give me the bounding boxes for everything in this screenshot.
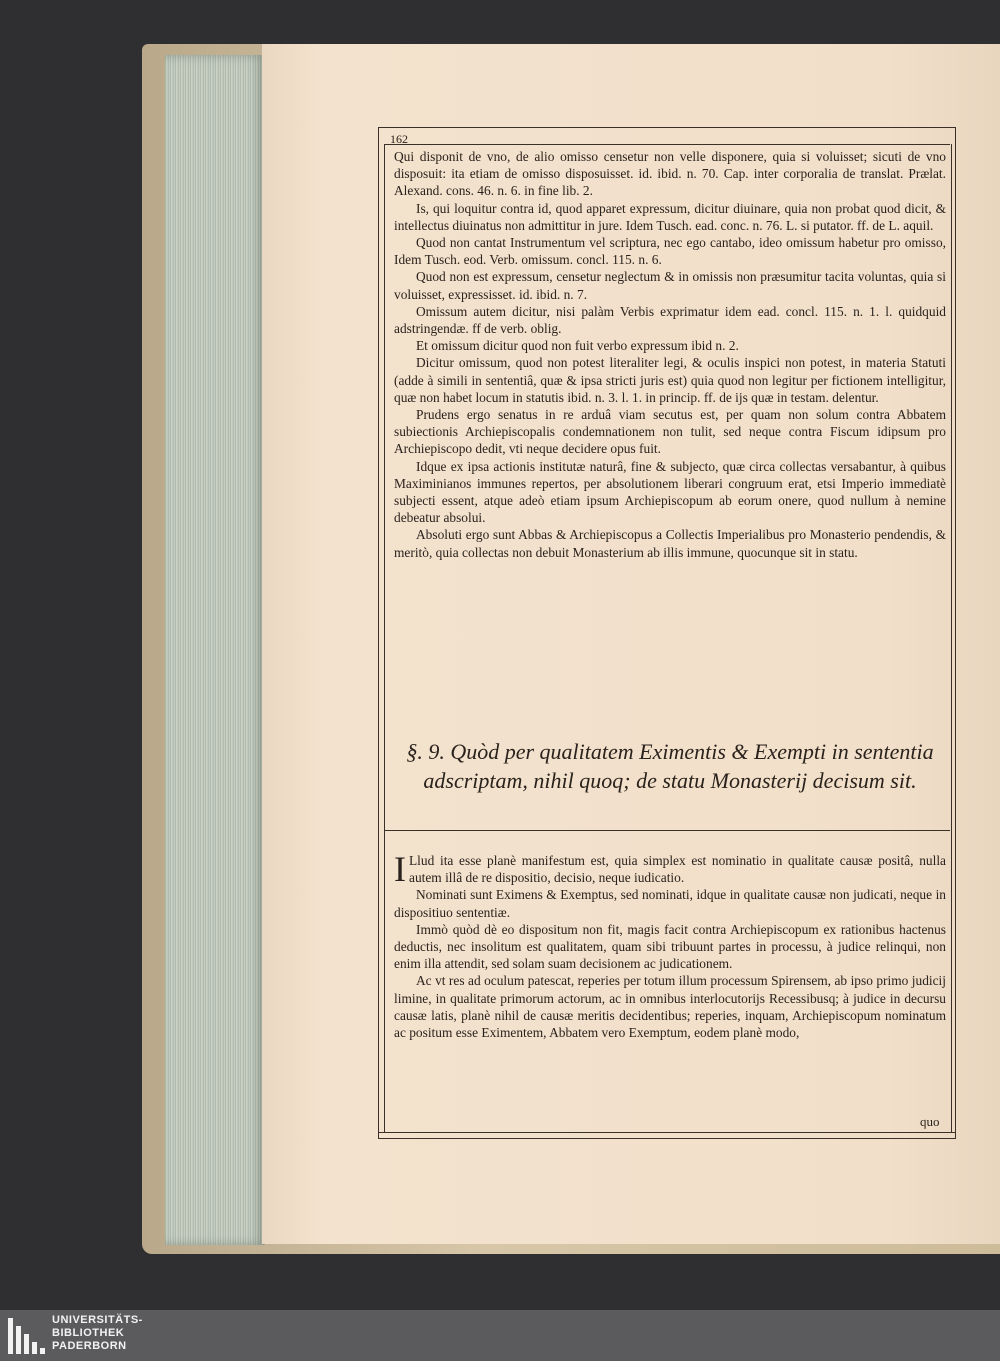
paragraph-text: Llud ita esse planè manifestum est, quia simplex est nominatio in qualitate causæ positâ, nulla autem illâ de re dispositio, decisio, neque iudicatio. [409,853,946,886]
page-edges [165,55,265,1245]
footer-rule [378,1132,956,1133]
paragraph: Nominati sunt Eximens & Exemptus, sed nominati, idque in qualitate causæ non judicati, neque in dispositiuo sententiæ. [394,887,946,920]
body-text-bottom [394,849,946,1041]
paragraph: Dicitur omissum, quod non potest literaliter legi, & oculis inspici non potest, in materia Statuti (adde à simili in sententiâ, quæ & ipsa stricti juris est) quia quod non legitur per fictionem intelligitur, quæ non habet locum in statutis ibid. n. 3. l. 1. in princip. ff. de ijs quæ in testam. delentur. [394,355,946,405]
library-name [52,1314,143,1353]
library-logo-icon [6,1314,46,1358]
paragraph: Ac vt res ad oculum patescat, reperies per totum illum processum Spirensem, ab ipso primo judicij limine, in qualitate primorum actorum, ac in omnibus interlocutorijs Recessibusq; à judice in decursu causæ latis, planè nihil de causæ meritis decidentibus; reperies, inquam, Archiepiscopum nominatum ac positum esse Eximentem, Abbatem vero Exemptum, eodem planè modo, [394,973,946,1041]
paragraph: Quod non cantat Instrumentum vel scriptura, nec ego cantabo, ideo omissum habetur pro omisso, Idem Tusch. eod. Verb. omissum. concl. 115. n. 6. [394,235,946,268]
paragraph: Omissum autem dicitur, nisi palàm Verbis exprimatur idem ead. concl. 115. n. 1. l. quidquid adstringendæ. ff de verb. oblig. [394,303,946,337]
section-heading: §. 9. Quòd per qualitatem Eximentis & Exempti in sententia adscriptam, nihil quoq; de statu Monasterij decisum sit. [406,739,934,793]
paragraph: Absoluti ergo sunt Abbas & Archiepiscopus a Collectis Imperialibus pro Monasterio pendendis, & meritò, quia collectas non debuit Monasterium ab illis immune, quocunque sit in statu. [394,527,946,560]
paragraph: Quod non est expressum, censetur neglectum & in omissis non præsumitur tacita voluntas, quia si voluisset, expressisset. id. ibid. n. 7. [394,269,946,302]
body-text-top [394,148,946,561]
library-name-line: BIBLIOTHEK [52,1327,125,1339]
section-rule [384,830,950,831]
library-name-line: PADERBORN [52,1340,127,1352]
header-rule [384,144,950,145]
paragraph-first [394,849,946,889]
catchword: quo [920,1114,940,1129]
page-number: 162 [390,132,408,146]
drop-cap: I [394,849,406,889]
paragraph: Idque ex ipsa actionis institutæ naturâ, fine & subjecto, quæ circa collectas versabantur, à quibus Maximinianos immunes repertos, per absolutionem liberari congruum erat, etsi Imperio immediatè subjecti essent, atque adeò etiam ipsum Archiepiscopum ab eorum onere, quod nullum à nemine debeatur absolui. [394,458,946,526]
paragraph: Et omissum dicitur quod non fuit verbo expressum ibid n. 2. [416,338,739,354]
paragraph: Prudens ergo senatus in re arduâ viam secutus est, per quam non solum contra Abbatem subiectionis Archiepiscopalis condemnationem non tulit, sed neque contra Fiscum idipsum pro Archiepiscopo dedit, vti neque decidere opus fuit. [394,407,946,457]
library-name-line: UNIVERSITÄTS- [52,1314,143,1326]
paragraph: Qui disponit de vno, de alio omisso censetur non velle disponere, quia si voluisset; sicuti de vno disposuit: ita etiam de omisso disposuisset. id. ibid. n. 70. Cap. inter corporalia de translat. Prælat. Alexand. cons. 46. n. 6. in fine lib. 2. [394,149,946,199]
paragraph: Is, qui loquitur contra id, quod apparet expressum, dicitur diuinare, quia non probat quod dicit, & intellectus diuinatus non admittitur in jure. Idem Tusch. ead. conc. n. 76. L. si putator. ff. de L. aquil. [394,200,946,233]
library-footer [0,1310,1000,1361]
paragraph: Immò quòd dè eo dispositum non fit, magis facit contra Archiepiscopum ex rationibus hactenus deductis, nec insolitum est qualitatem, quam sibi tribuunt partes in processu, à judice relinqui, non enim illa attendit, sed solam suam decisionem ac judicationem. [394,921,946,972]
